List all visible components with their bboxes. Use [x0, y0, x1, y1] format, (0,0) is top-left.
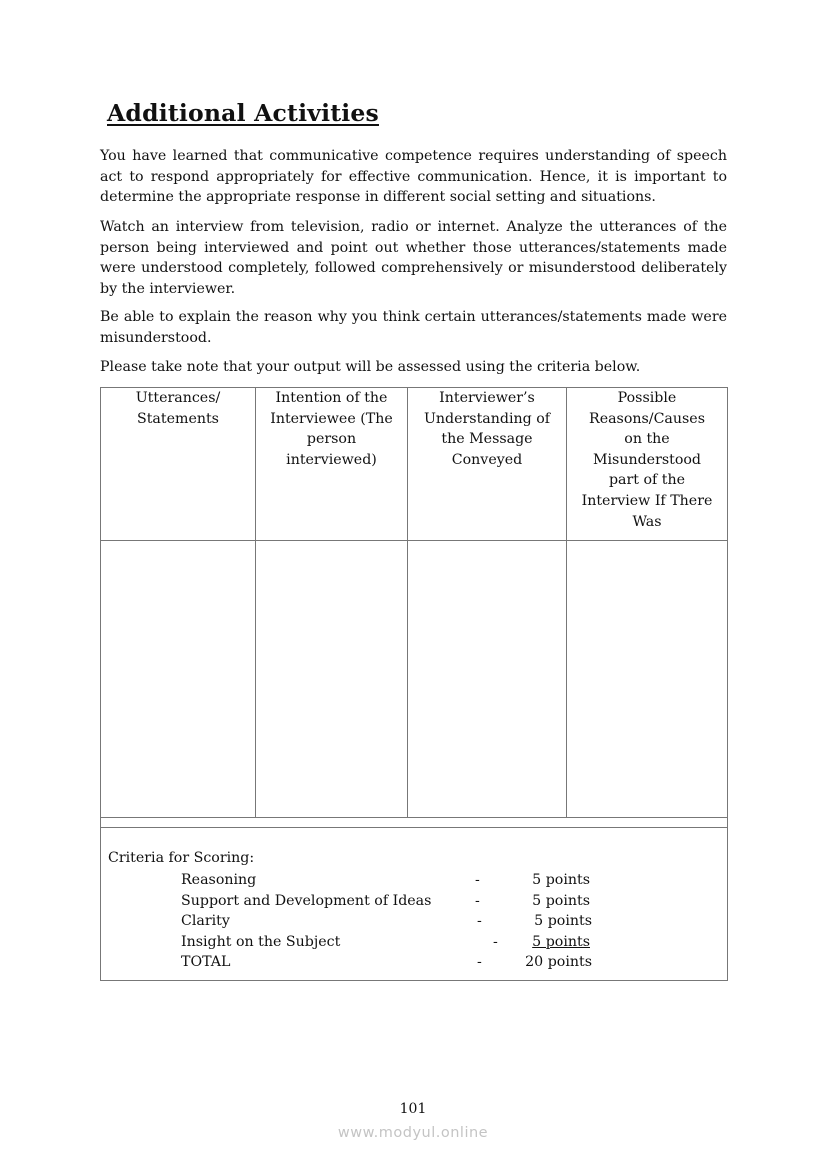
table-spacer-row [101, 818, 728, 828]
criteria-item: Clarity - 5 points [181, 913, 592, 929]
activity-table [100, 387, 728, 981]
criteria-item: Reasoning - 5 points [181, 872, 590, 888]
paragraph-explain: Be able to explain the reason why you think certain utterances/statements made were misunderstood. [100, 309, 727, 346]
header-understanding: Interviewer’s Understanding of the Message Conveyed [408, 388, 567, 541]
criteria-item: Insight on the Subject - 5 points [181, 933, 590, 950]
criteria-label: Criteria for Scoring: [108, 850, 255, 866]
page-number: 101 [399, 1101, 427, 1117]
page-title: Additional Activities [107, 99, 379, 127]
header-reasons: Possible Reasons/Causes on the Misunderstood part of the Interview If There Was [567, 388, 728, 541]
criteria-total: TOTAL - 20 points [181, 954, 592, 970]
cell-utterances[interactable] [101, 541, 256, 818]
criteria-item: Support and Development of Ideas - 5 points [181, 892, 590, 909]
paragraph-instructions: Watch an interview from television, radio or internet. Analyze the utterances of the person being interviewed and point out whether those utterances/statements made were understood completely, followed comprehensively or misunderstood deliberately by the interviewer. [100, 219, 727, 297]
cell-understanding[interactable] [408, 541, 567, 818]
cell-reasons[interactable] [567, 541, 728, 818]
header-utterances: Utterances/ Statements [101, 388, 256, 541]
header-intention: Intention of the Interviewee (The person interviewed) [256, 388, 408, 541]
table-row [101, 541, 728, 818]
paragraph-note: Please take note that your output will be assessed using the criteria below. [100, 359, 641, 375]
table-header-row [101, 388, 728, 541]
cell-intention[interactable] [256, 541, 408, 818]
watermark: www.modyul.online [337, 1125, 489, 1141]
paragraph-intro: You have learned that communicative competence requires understanding of speech act to respond appropriately for effective communication. Hence, it is important to determine the appropriate response in different social setting and situations. [100, 148, 727, 206]
criteria-row [101, 828, 728, 981]
